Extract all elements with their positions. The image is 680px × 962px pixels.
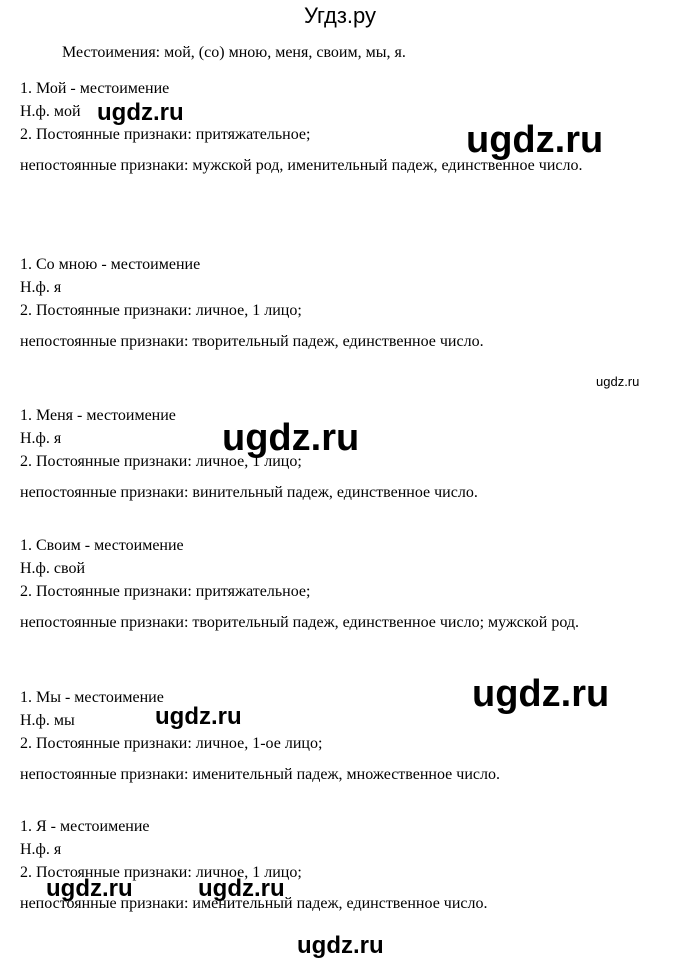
- entry-variable-features: непостоянные признаки: именительный падеж, множественное число.: [20, 766, 500, 783]
- watermark: ugdz.ru: [466, 119, 604, 161]
- watermark: ugdz.ru: [198, 875, 285, 902]
- intro-text: Местоимения: мой, (со) мною, меня, своим, мы, я.: [62, 44, 406, 61]
- entry-title: 1. Мы - местоимение: [20, 689, 164, 706]
- entry-constant-features: 2. Постоянные признаки: притяжательное;: [20, 126, 311, 143]
- entry-constant-features: 2. Постоянные признаки: личное, 1-ое лицо;: [20, 735, 323, 752]
- entry-so-mnoyu: [20, 253, 668, 353]
- entry-variable-features: непостоянные признаки: творительный падеж, единственное число; мужской род.: [20, 614, 579, 631]
- entry-title: 1. Я - местоимение: [20, 818, 150, 835]
- watermark: ugdz.ru: [297, 932, 384, 959]
- entry-initial-form: Н.ф. свой: [20, 560, 86, 577]
- entry-title: 1. Меня - местоимение: [20, 407, 176, 424]
- entry-constant-features: 2. Постоянные признаки: притяжательное;: [20, 583, 311, 600]
- entry-variable-features: непостоянные признаки: творительный падеж, единственное число.: [20, 333, 484, 350]
- entry-initial-form: Н.ф. я: [20, 279, 62, 296]
- page-title: Угдз.ру: [303, 3, 377, 28]
- entry-constant-features: 2. Постоянные признаки: личное, 1 лицо;: [20, 302, 302, 319]
- watermark: ugdz.ru: [97, 99, 184, 126]
- entry-title: 1. Мой - местоимение: [20, 80, 170, 97]
- entry-initial-form: Н.ф. мой: [20, 103, 81, 120]
- watermark: ugdz.ru: [46, 875, 133, 902]
- entry-variable-features: непостоянные признаки: винительный падеж, единственное число.: [20, 484, 478, 501]
- watermark: ugdz.ru: [222, 417, 360, 459]
- entry-initial-form: Н.ф. я: [20, 841, 62, 858]
- entry-initial-form: Н.ф. мы: [20, 712, 75, 729]
- entry-variable-features: непостоянные признаки: именительный падеж, единственное число.: [20, 895, 488, 912]
- entry-initial-form: Н.ф. я: [20, 430, 62, 447]
- entry-title: 1. Своим - местоимение: [20, 537, 184, 554]
- entry-svoim: [20, 534, 668, 634]
- watermark: ugdz.ru: [596, 374, 640, 389]
- entry-title: 1. Со мною - местоимение: [20, 256, 201, 273]
- watermark: ugdz.ru: [472, 673, 610, 715]
- watermark: ugdz.ru: [155, 703, 242, 730]
- entry-constant-features: 2. Постоянные признаки: личное, 1 лицо;: [20, 864, 302, 881]
- entry-variable-features: непостоянные признаки: мужской род, именительный падеж, единственное число.: [20, 157, 583, 174]
- entry-constant-features: 2. Постоянные признаки: личное, 1 лицо;: [20, 453, 302, 470]
